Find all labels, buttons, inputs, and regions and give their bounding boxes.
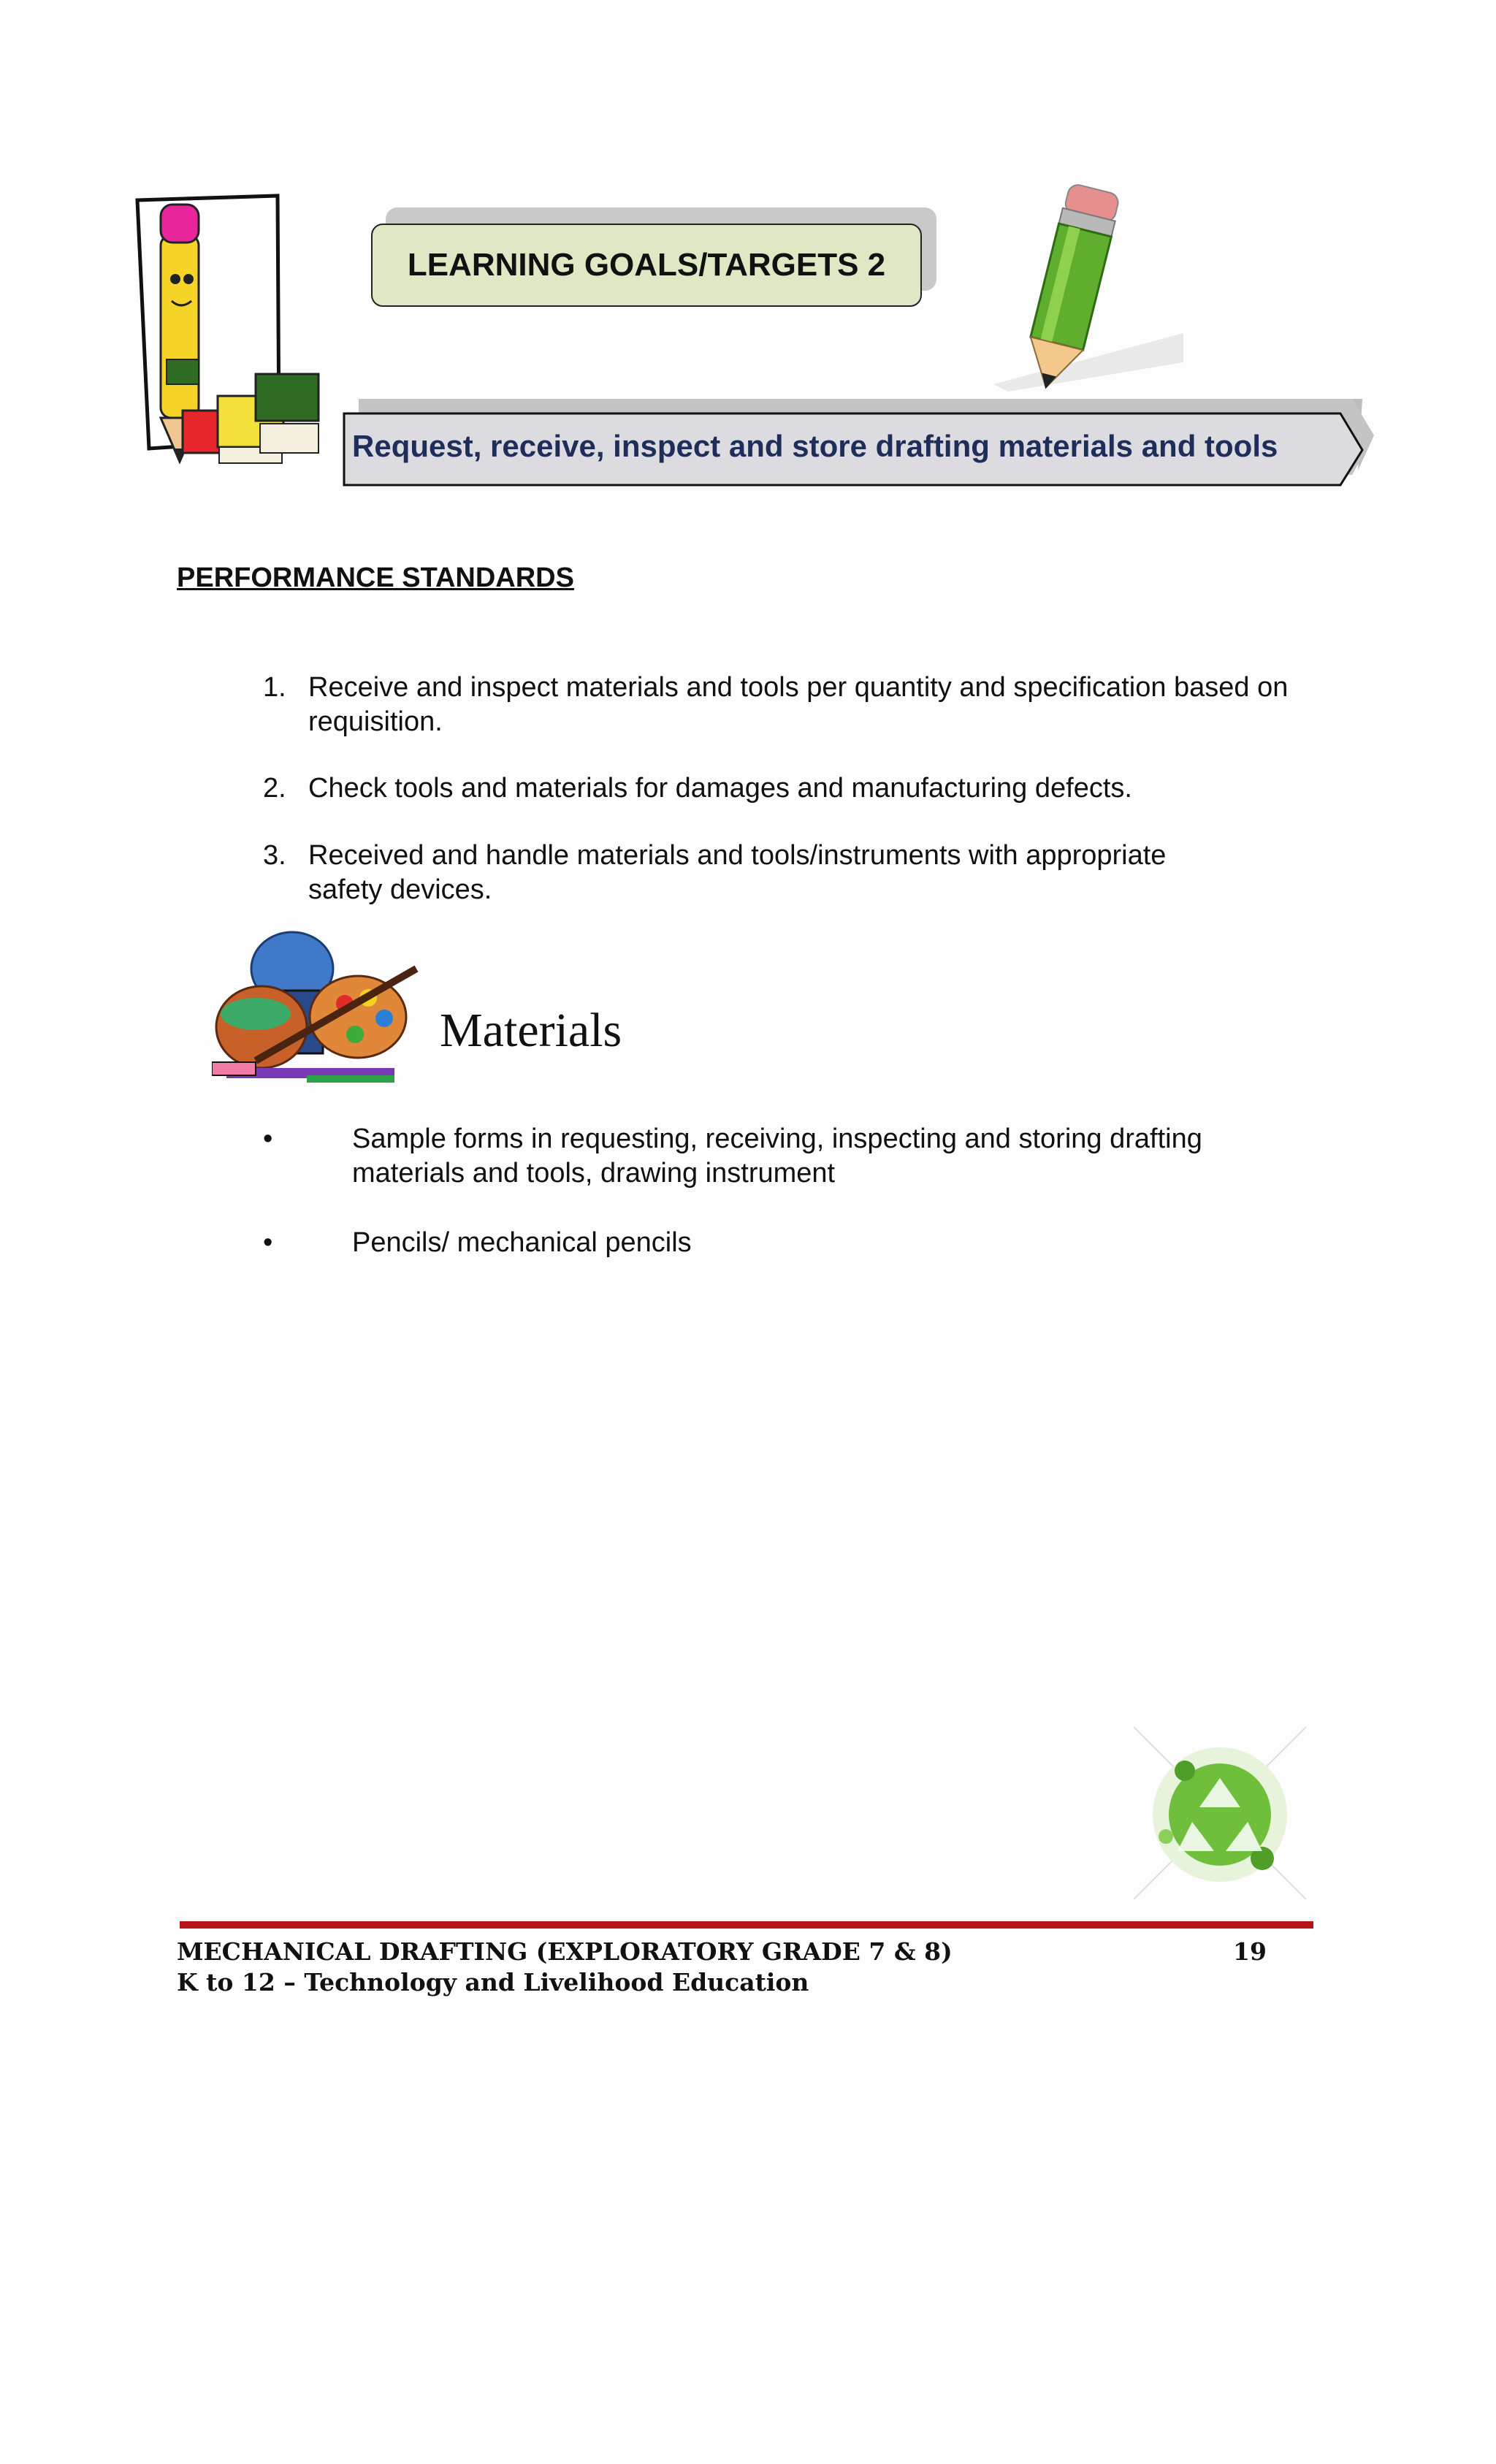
list-item-text: Check tools and materials for damages and manufacturing defects. — [308, 773, 1132, 804]
list-item-number: 1. — [263, 672, 286, 703]
page-number: 19 — [1233, 1937, 1267, 1966]
performance-standards-heading: PERFORMANCE STANDARDS — [177, 562, 574, 593]
bullet-icon: • — [263, 1227, 273, 1258]
footer-series-title: K to 12 – Technology and Livelihood Education — [177, 1968, 809, 1996]
goal-banner-text: Request, receive, inspect and store drafting materials and tools — [352, 429, 1278, 463]
list-item-text: Pencils/ mechanical pencils — [352, 1227, 692, 1258]
footer-course-title: MECHANICAL DRAFTING (EXPLORATORY GRADE 7 & 8) — [177, 1937, 953, 1966]
pencil-books-icon — [131, 191, 329, 507]
recycle-icon — [1134, 1727, 1306, 1899]
green-pencil-icon — [964, 172, 1183, 421]
footer-divider — [180, 1921, 1313, 1929]
learning-goals-label: LEARNING GOALS/TARGETS 2 — [371, 224, 922, 307]
materials-title: Materials — [440, 1004, 622, 1057]
list-item-text: Receive and inspect materials and tools per quantity and specification based on requisition. — [308, 672, 1289, 737]
list-item-number: 2. — [263, 773, 286, 804]
art-supplies-icon — [212, 925, 431, 1089]
list-item-text: Sample forms in requesting, receiving, inspecting and storing drafting materials and tools, drawing instrument — [352, 1124, 1202, 1189]
list-item-number: 3. — [263, 840, 286, 871]
bullet-icon: • — [263, 1124, 273, 1154]
list-item-text: Received and handle materials and tools/instruments with appropriate safety devices. — [308, 840, 1167, 905]
